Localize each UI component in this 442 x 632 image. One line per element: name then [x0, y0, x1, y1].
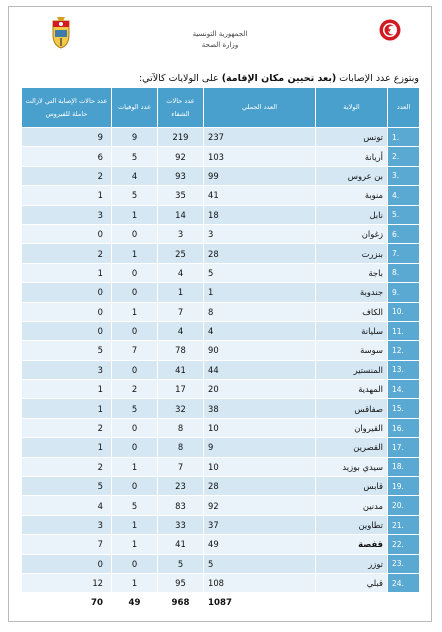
- recovered-count: 93: [158, 166, 204, 185]
- total-cases: 49: [204, 535, 316, 554]
- row-index: 17.: [388, 438, 420, 457]
- active-cases: 2: [22, 244, 112, 263]
- table-row: [22, 457, 420, 476]
- table-row: [22, 341, 420, 360]
- active-cases: 2: [22, 166, 112, 185]
- active-cases: 2: [22, 457, 112, 476]
- intro-after: على الولايات كالآتي:: [138, 73, 222, 84]
- governorate-name: المنستير: [316, 360, 388, 379]
- active-cases: 3: [22, 205, 112, 224]
- recovered-count: 83: [158, 496, 204, 515]
- governorate-name: أريانة: [316, 147, 388, 166]
- active-cases: 1: [22, 438, 112, 457]
- governorate-name: زغوان: [316, 224, 388, 243]
- total-cases: 4: [204, 321, 316, 340]
- total-cases: 28: [204, 477, 316, 496]
- governorate-name: منوبة: [316, 186, 388, 205]
- total-cases: 92: [204, 496, 316, 515]
- active-cases: 5: [22, 477, 112, 496]
- table-row: [22, 166, 420, 185]
- row-index: 5.: [388, 205, 420, 224]
- total-cases: 37: [204, 515, 316, 534]
- table-row: [22, 438, 420, 457]
- deaths-count: 0: [112, 438, 158, 457]
- governorate-name: مدنين: [316, 496, 388, 515]
- total-cases: 237: [204, 128, 316, 147]
- recovered-count: 5: [158, 554, 204, 573]
- row-index: 12.: [388, 341, 420, 360]
- total-cases: 99: [204, 166, 316, 185]
- table-row: [22, 399, 420, 418]
- deaths-count: 0: [112, 477, 158, 496]
- row-index: 18.: [388, 457, 420, 476]
- table-row: [22, 496, 420, 515]
- row-index: 16.: [388, 418, 420, 437]
- governorate-name: تطاوين: [316, 515, 388, 534]
- table-row: [22, 205, 420, 224]
- recovered-count: 8: [158, 418, 204, 437]
- total-cases: 28: [204, 244, 316, 263]
- row-index: 3.: [388, 166, 420, 185]
- active-cases: 3: [22, 360, 112, 379]
- row-index: 20.: [388, 496, 420, 515]
- deaths-count: 0: [112, 554, 158, 573]
- intro-before: وبتوزع عدد الإصابات: [336, 73, 419, 84]
- row-index: 13.: [388, 360, 420, 379]
- deaths-count: 5: [112, 186, 158, 205]
- document-header: [9, 7, 431, 69]
- governorate-name: تونس: [316, 128, 388, 147]
- active-cases: 7: [22, 535, 112, 554]
- deaths-count: 9: [112, 128, 158, 147]
- total-cases: 103: [204, 147, 316, 166]
- intro-sentence: [21, 73, 419, 84]
- table-row: [22, 186, 420, 205]
- governorate-name: نابل: [316, 205, 388, 224]
- total-cases: 9: [204, 438, 316, 457]
- governorate-name: المهدية: [316, 380, 388, 399]
- recovered-count: 17: [158, 380, 204, 399]
- table-row: [22, 147, 420, 166]
- active-cases: 0: [22, 302, 112, 321]
- row-index: 19.: [388, 477, 420, 496]
- recovered-count: 4: [158, 321, 204, 340]
- deaths-count: 0: [112, 224, 158, 243]
- table-row: [22, 380, 420, 399]
- deaths-count: 1: [112, 515, 158, 534]
- deaths-count: 1: [112, 573, 158, 592]
- header-governorate: الولاية: [316, 88, 388, 128]
- governorate-name: قابس: [316, 477, 388, 496]
- total-cases: 108: [204, 573, 316, 592]
- active-cases: 6: [22, 147, 112, 166]
- recovered-count: 25: [158, 244, 204, 263]
- total-cases: 44: [204, 360, 316, 379]
- governorate-name: قفصة: [316, 535, 388, 554]
- table-row: [22, 224, 420, 243]
- recovered-count: 95: [158, 573, 204, 592]
- header-total: العدد الجملي: [204, 88, 316, 128]
- total-cases: 90: [204, 341, 316, 360]
- active-cases: 1: [22, 399, 112, 418]
- table-row: [22, 554, 420, 573]
- recovered-count: 32: [158, 399, 204, 418]
- totals-recovered: 968: [158, 593, 204, 612]
- deaths-count: 1: [112, 244, 158, 263]
- governorate-name: قبلي: [316, 573, 388, 592]
- recovered-count: 7: [158, 302, 204, 321]
- table-row: [22, 535, 420, 554]
- header-republic: الجمهورية التونسية: [192, 30, 248, 38]
- table-row: [22, 283, 420, 302]
- row-index: 11.: [388, 321, 420, 340]
- active-cases: 2: [22, 418, 112, 437]
- totals-active: 70: [22, 593, 112, 612]
- recovered-count: 8: [158, 438, 204, 457]
- deaths-count: 1: [112, 457, 158, 476]
- active-cases: 5: [22, 341, 112, 360]
- active-cases: 0: [22, 224, 112, 243]
- header-recovered: عدد حالات الشفاء: [158, 88, 204, 128]
- total-cases: 8: [204, 302, 316, 321]
- table-row: [22, 128, 420, 147]
- recovered-count: 41: [158, 360, 204, 379]
- table-row: [22, 515, 420, 534]
- table-row: [22, 244, 420, 263]
- row-index: 2.: [388, 147, 420, 166]
- recovered-count: 78: [158, 341, 204, 360]
- governorate-name: جندوبة: [316, 283, 388, 302]
- recovered-count: 92: [158, 147, 204, 166]
- header-deaths: عدد الوفيات: [112, 88, 158, 128]
- header-ministry: وزارة الصحة: [201, 41, 239, 49]
- governorate-name: سوسة: [316, 341, 388, 360]
- table-row: [22, 321, 420, 340]
- total-cases: 20: [204, 380, 316, 399]
- total-cases: 3: [204, 224, 316, 243]
- row-index: 4.: [388, 186, 420, 205]
- table-header-row: [22, 88, 420, 128]
- row-index: 8.: [388, 263, 420, 282]
- active-cases: 3: [22, 515, 112, 534]
- total-cases: 5: [204, 263, 316, 282]
- totals-name-blank: [316, 593, 388, 612]
- recovered-count: 23: [158, 477, 204, 496]
- totals-index-blank: [388, 593, 420, 612]
- deaths-count: 4: [112, 166, 158, 185]
- table-body: [22, 128, 420, 613]
- row-index: 21.: [388, 515, 420, 534]
- governorate-name: القيروان: [316, 418, 388, 437]
- deaths-count: 0: [112, 418, 158, 437]
- deaths-count: 2: [112, 380, 158, 399]
- recovered-count: 1: [158, 283, 204, 302]
- recovered-count: 7: [158, 457, 204, 476]
- deaths-count: 5: [112, 496, 158, 515]
- red-crescent-icon: [379, 19, 401, 41]
- row-index: 24.: [388, 573, 420, 592]
- total-cases: 41: [204, 186, 316, 205]
- totals-deaths: 49: [112, 593, 158, 612]
- total-cases: 10: [204, 418, 316, 437]
- total-cases: 1: [204, 283, 316, 302]
- row-index: 15.: [388, 399, 420, 418]
- deaths-count: 1: [112, 535, 158, 554]
- active-cases: 1: [22, 380, 112, 399]
- governorate-name: باجة: [316, 263, 388, 282]
- row-index: 10.: [388, 302, 420, 321]
- active-cases: 4: [22, 496, 112, 515]
- governorate-name: بن عروس: [316, 166, 388, 185]
- deaths-count: 1: [112, 302, 158, 321]
- total-cases: 38: [204, 399, 316, 418]
- recovered-count: 33: [158, 515, 204, 534]
- recovered-count: 41: [158, 535, 204, 554]
- row-index: 6.: [388, 224, 420, 243]
- active-cases: 1: [22, 263, 112, 282]
- active-cases: 9: [22, 128, 112, 147]
- row-index: 9.: [388, 283, 420, 302]
- governorate-name: صفاقس: [316, 399, 388, 418]
- table-row: [22, 263, 420, 282]
- deaths-count: 5: [112, 147, 158, 166]
- cases-by-governorate-table: [21, 87, 420, 613]
- deaths-count: 1: [112, 205, 158, 224]
- row-index: 7.: [388, 244, 420, 263]
- recovered-count: 4: [158, 263, 204, 282]
- table-row: [22, 418, 420, 437]
- governorate-name: سيدي بوزيد: [316, 457, 388, 476]
- total-cases: 5: [204, 554, 316, 573]
- active-cases: 12: [22, 573, 112, 592]
- deaths-count: 0: [112, 360, 158, 379]
- header-idx: العدد: [388, 88, 420, 128]
- row-index: 14.: [388, 380, 420, 399]
- deaths-count: 7: [112, 341, 158, 360]
- active-cases: 0: [22, 321, 112, 340]
- totals-row: [22, 593, 420, 612]
- intro-bold: (بعد تحيين مكان الإقامة): [221, 73, 337, 84]
- recovered-count: 219: [158, 128, 204, 147]
- table-row: [22, 302, 420, 321]
- active-cases: 0: [22, 283, 112, 302]
- deaths-count: 0: [112, 263, 158, 282]
- recovered-count: 3: [158, 224, 204, 243]
- governorate-name: سليانة: [316, 321, 388, 340]
- governorate-name: توزر: [316, 554, 388, 573]
- deaths-count: 5: [112, 399, 158, 418]
- governorate-name: بنزرت: [316, 244, 388, 263]
- table-row: [22, 573, 420, 592]
- row-index: 22.: [388, 535, 420, 554]
- governorate-name: الكاف: [316, 302, 388, 321]
- active-cases: 1: [22, 186, 112, 205]
- deaths-count: 0: [112, 321, 158, 340]
- totals-total: 1087: [204, 593, 316, 612]
- header-active: عدد حالات الإصابة التي لازالت حاملة للفيروس: [22, 88, 112, 128]
- document-page: [8, 6, 432, 622]
- deaths-count: 0: [112, 283, 158, 302]
- active-cases: 0: [22, 554, 112, 573]
- recovered-count: 14: [158, 205, 204, 224]
- recovered-count: 35: [158, 186, 204, 205]
- row-index: 1.: [388, 128, 420, 147]
- total-cases: 10: [204, 457, 316, 476]
- table-row: [22, 360, 420, 379]
- row-index: 23.: [388, 554, 420, 573]
- total-cases: 18: [204, 205, 316, 224]
- table-row: [22, 477, 420, 496]
- governorate-name: القصرين: [316, 438, 388, 457]
